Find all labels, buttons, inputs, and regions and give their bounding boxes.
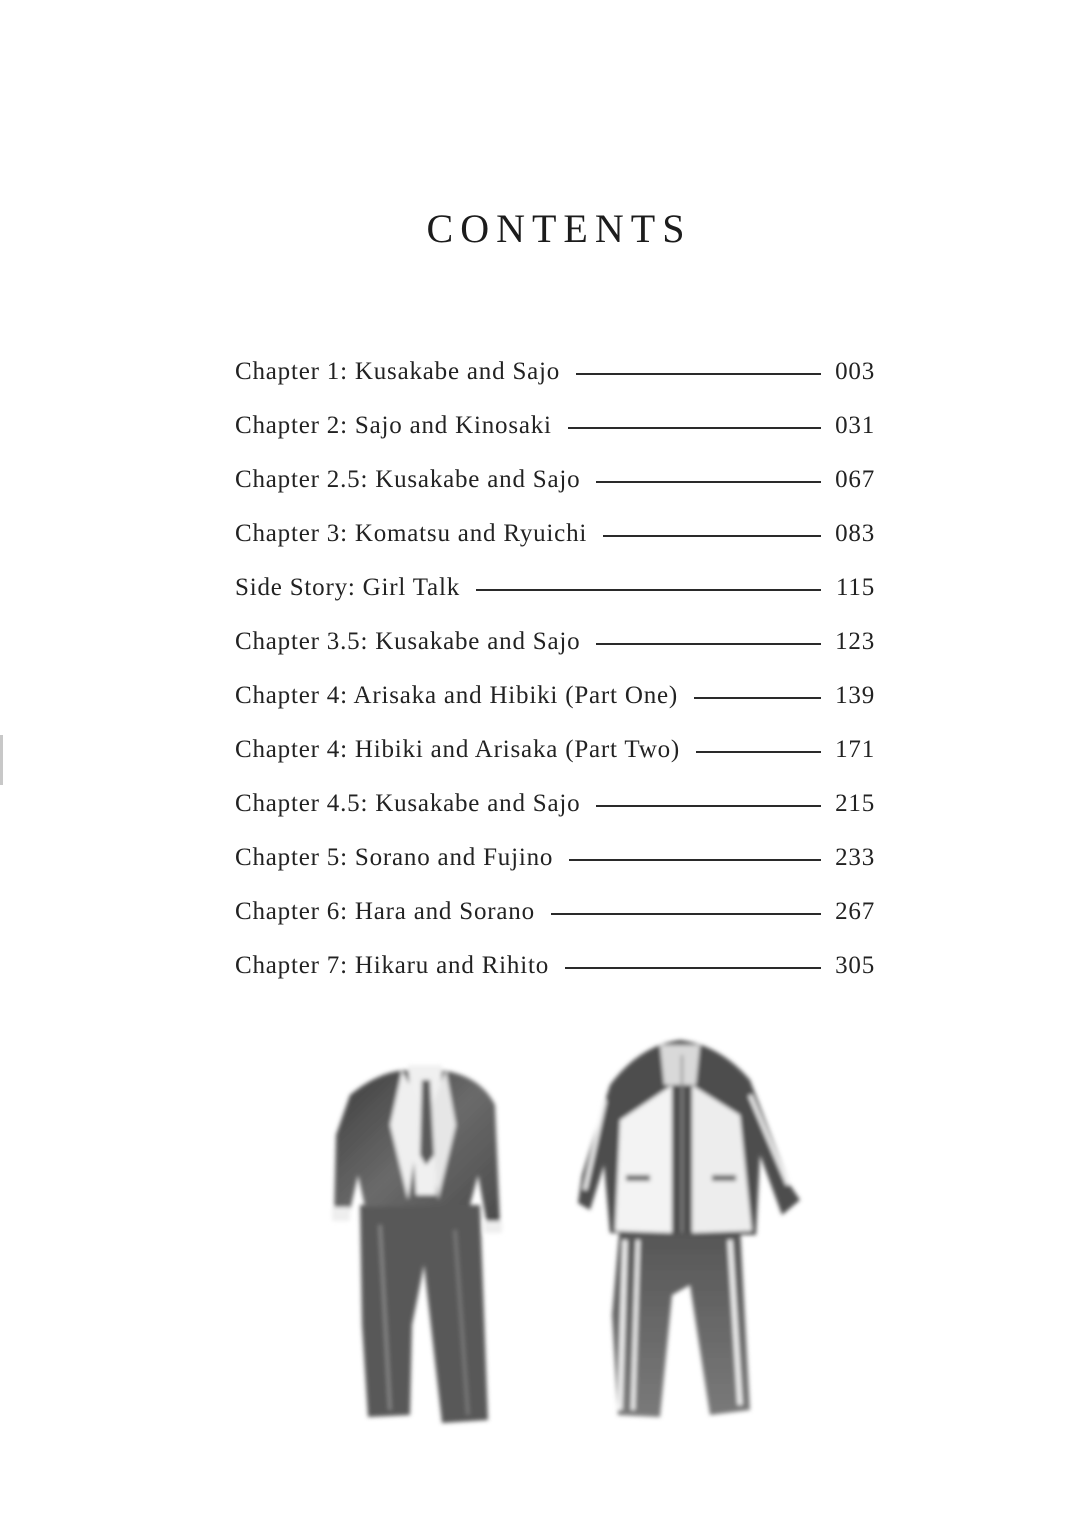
toc-entry-page: 171	[835, 736, 875, 763]
table-of-contents	[235, 345, 875, 993]
school-uniforms-illustration	[320, 1025, 810, 1445]
toc-entry-page: 067	[835, 466, 875, 493]
toc-entry[interactable]	[235, 453, 875, 507]
toc-entry-label: Chapter 4.5: Kusakabe and Sajo	[235, 790, 581, 817]
toc-entry-page: 031	[835, 412, 875, 439]
toc-entry-label: Chapter 5: Sorano and Fujino	[235, 844, 554, 871]
toc-entry-label: Chapter 1: Kusakabe and Sajo	[235, 358, 561, 385]
toc-entry-page: 305	[835, 952, 875, 979]
toc-leader-line	[551, 913, 821, 915]
toc-entry-label: Chapter 2.5: Kusakabe and Sajo	[235, 466, 581, 493]
toc-entry-page: 003	[835, 358, 875, 385]
toc-entry-page: 115	[836, 574, 875, 601]
page-edge-shadow	[0, 735, 3, 785]
tracksuit-uniform-figure	[578, 1040, 800, 1417]
toc-entry[interactable]	[235, 561, 875, 615]
toc-entry-label: Chapter 6: Hara and Sorano	[235, 898, 535, 925]
toc-entry-label: Chapter 7: Hikaru and Rihito	[235, 952, 550, 979]
page-title: CONTENTS	[426, 206, 692, 251]
blazer-uniform-figure	[332, 1065, 502, 1423]
toc-entry[interactable]	[235, 669, 875, 723]
toc-entry-label: Chapter 2: Sajo and Kinosaki	[235, 412, 552, 439]
toc-entry[interactable]	[235, 831, 875, 885]
toc-entry-page: 139	[835, 682, 875, 709]
toc-entry[interactable]	[235, 777, 875, 831]
toc-leader-line	[596, 805, 821, 807]
toc-entry[interactable]	[235, 345, 875, 399]
toc-entry-label: Chapter 3: Komatsu and Ryuichi	[235, 520, 588, 547]
toc-leader-line	[696, 751, 821, 753]
toc-leader-line	[569, 859, 821, 861]
toc-entry-label: Side Story: Girl Talk	[235, 574, 461, 601]
toc-leader-line	[576, 373, 821, 375]
toc-entry-page: 215	[835, 790, 875, 817]
toc-entry[interactable]	[235, 615, 875, 669]
toc-leader-line	[596, 643, 821, 645]
toc-leader-line	[568, 427, 821, 429]
toc-entry-label: Chapter 4: Hibiki and Arisaka (Part Two)	[235, 736, 680, 763]
toc-entry-page: 123	[835, 628, 875, 655]
toc-leader-line	[476, 589, 821, 591]
toc-entry[interactable]	[235, 939, 875, 993]
toc-entry[interactable]	[235, 399, 875, 453]
toc-leader-line	[596, 481, 821, 483]
toc-entry[interactable]	[235, 885, 875, 939]
toc-entry-page: 233	[835, 844, 875, 871]
toc-entry-page: 083	[835, 520, 875, 547]
toc-entry[interactable]	[235, 507, 875, 561]
toc-leader-line	[694, 697, 821, 699]
toc-entry-label: Chapter 3.5: Kusakabe and Sajo	[235, 628, 581, 655]
toc-entry[interactable]	[235, 723, 875, 777]
toc-entry-label: Chapter 4: Arisaka and Hibiki (Part One)	[235, 682, 679, 709]
toc-leader-line	[565, 967, 821, 969]
toc-entry-page: 267	[835, 898, 875, 925]
toc-leader-line	[603, 535, 821, 537]
